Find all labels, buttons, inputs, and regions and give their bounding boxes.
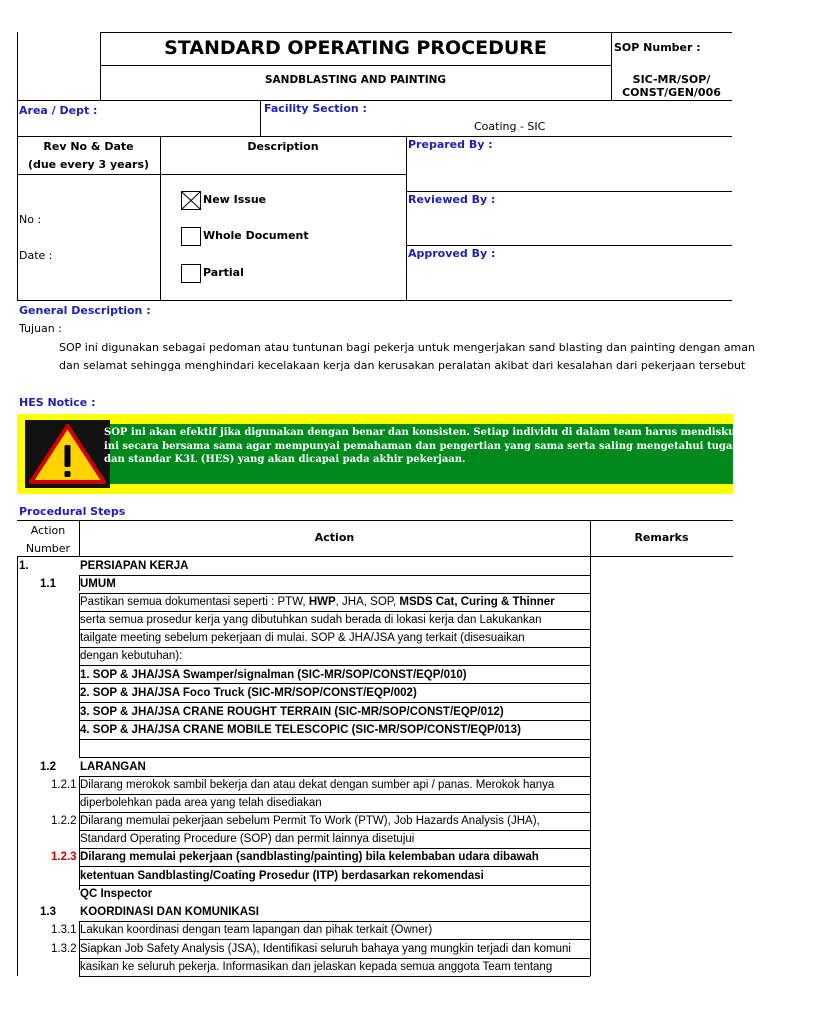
sop-number-value-line1: SIC-MR/SOP/ (632, 73, 711, 86)
tujuan-label: Tujuan : (19, 322, 62, 335)
action-text: diperbolehkan pada area yang telah disediakan (80, 797, 322, 809)
document-subtitle: SANDBLASTING AND PAINTING (264, 74, 447, 86)
rev-due-label: (due every 3 years) (27, 158, 150, 171)
reviewed-by-label: Reviewed By : (408, 193, 496, 206)
action-number: 1.3.2 (51, 943, 77, 955)
partial-checkbox[interactable] (181, 264, 201, 283)
new-issue-checkbox[interactable] (181, 191, 201, 210)
facility-section-label: Facility Section : (264, 102, 367, 115)
action-number-header-2: Number (25, 542, 71, 555)
description-label: Description (247, 140, 319, 153)
action-text-bold: MSDS Cat, Curing & Thinner (399, 596, 555, 608)
action-number: 1.1 (40, 578, 56, 590)
action-text: 4. SOP & JHA/JSA CRANE MOBILE TELESCOPIC (SIC-MR/SOP/CONST/EQP/013) (80, 724, 521, 736)
sop-number-value-line2: CONST/GEN/006 (622, 86, 721, 99)
action-number: 1.3 (40, 906, 56, 918)
action-text: 3. SOP & JHA/JSA CRANE ROUGHT TERRAIN (SIC-MR/SOP/CONST/EQP/012) (80, 706, 504, 718)
action-number-highlight: 1.2.3 (51, 851, 77, 863)
new-issue-label: New Issue (203, 193, 267, 206)
prepared-by-label: Prepared By : (408, 138, 493, 151)
hes-notice-heading: HES Notice : (19, 396, 96, 409)
action-text: Dilarang memulai pekerjaan (sandblasting/painting) bila kelembaban udara dibawah (80, 851, 539, 863)
whole-document-checkbox[interactable] (181, 227, 201, 246)
action-text: LARANGAN (80, 761, 146, 773)
action-text-bold: HWP (308, 596, 336, 608)
area-dept-label: Area / Dept : (19, 104, 98, 117)
checkbox-cross-icon (182, 192, 200, 209)
action-text: Dilarang merokok sambil bekerja dan atau dekat dengan sumber api / panas. Merokok hanya (80, 779, 555, 791)
action-text: kasikan ke seluruh pekerja. Informasikan dan jelaskan kepada semua anggota Team tentang (80, 961, 553, 973)
approved-by-label: Approved By : (408, 247, 496, 260)
rev-no-date-label: Rev No & Date (43, 140, 134, 153)
warning-triangle-icon (25, 420, 110, 488)
action-text: 2. SOP & JHA/JSA Foco Truck (SIC-MR/SOP/CONST/EQP/002) (80, 687, 417, 699)
action-header: Action (314, 531, 355, 544)
action-text-part: , JHA, SOP, (335, 596, 400, 608)
rev-no-label: No : (19, 213, 42, 226)
action-text: QC Inspector (80, 888, 153, 900)
action-number: 1. (19, 560, 29, 572)
action-number: 1.2.1 (51, 779, 77, 791)
action-text: tailgate meeting sebelum pekerjaan di mulai. SOP & JHA/JSA yang terkait (disesuaikan (80, 632, 525, 644)
action-text: 1. SOP & JHA/JSA Swamper/signalman (SIC-MR/SOP/CONST/EQP/010) (80, 669, 467, 681)
hes-notice-line-2: ini secara bersama sama agar mempunyai pemahaman dan pengertian yang sama serta saling mengetahui tugas masing-masing (104, 440, 827, 452)
action-text: UMUM (80, 578, 116, 590)
hes-notice-text (104, 426, 827, 467)
action-text: Siapkan Job Safety Analysis (JSA), Identifikasi seluruh bahaya yang mungkin terjadi dan komuni (80, 943, 571, 955)
action-text: Lakukan koordinasi dengan team lapangan dan pihak terkait (Owner) (80, 924, 433, 936)
action-text: Dilarang memulai pekerjaan sebelum Permit To Work (PTW), Job Hazards Analysis (JHA), (80, 815, 540, 827)
partial-label: Partial (203, 266, 244, 279)
action-text: PERSIAPAN KERJA (80, 560, 189, 572)
procedural-steps-heading: Procedural Steps (19, 505, 126, 518)
general-description-line-1: SOP ini digunakan sebagai pedoman atau tuntunan bagi pekerja untuk mengerjakan sand blasting dan painting dengan aman (59, 341, 755, 354)
remarks-header: Remarks (634, 531, 689, 544)
hes-notice-line-1: SOP ini akan efektif jika digunakan dengan benar dan konsisten. Setiap individu di dalam team harus mendiskusikan prosedur (104, 427, 820, 438)
action-text: ketentuan Sandblasting/Coating Prosedur (ITP) berdasarkan rekomendasi (80, 870, 484, 882)
page-title: STANDARD OPERATING PROCEDURE (164, 37, 547, 59)
hes-notice-line-3: dan standar K3L (HES) yang akan dicapai pada akhir pekerjaan. (104, 454, 466, 465)
facility-section-value: Coating - SIC (474, 120, 546, 133)
action-text (80, 593, 585, 611)
warning-sign (25, 420, 110, 488)
action-text-part: Pastikan semua dokumentasi seperti : PTW, (80, 596, 309, 608)
action-number-header-1: Action (30, 524, 66, 537)
action-number: 1.2.2 (51, 815, 77, 827)
rev-date-label: Date : (19, 249, 53, 262)
general-description-line-2: dan selamat sehingga menghindari kecelakaan kerja dan kerusakan peralatan akibat dari kesalahan dari pekerjaan tersebut (59, 359, 746, 372)
action-number: 1.3.1 (51, 924, 77, 936)
sop-number-label: SOP Number : (614, 41, 701, 54)
action-text: serta semua prosedur kerja yang dibutuhkan sudah berada di lokasi kerja dan Lakukankan (80, 614, 542, 626)
action-text: KOORDINASI DAN KOMUNIKASI (80, 906, 259, 918)
action-number: 1.2 (40, 761, 56, 773)
action-text: dengan kebutuhan): (80, 650, 183, 662)
action-text: Standard Operating Procedure (SOP) dan permit lainnya disetujui (80, 833, 415, 845)
general-description-heading: General Description : (19, 304, 151, 317)
whole-document-label: Whole Document (203, 229, 309, 242)
